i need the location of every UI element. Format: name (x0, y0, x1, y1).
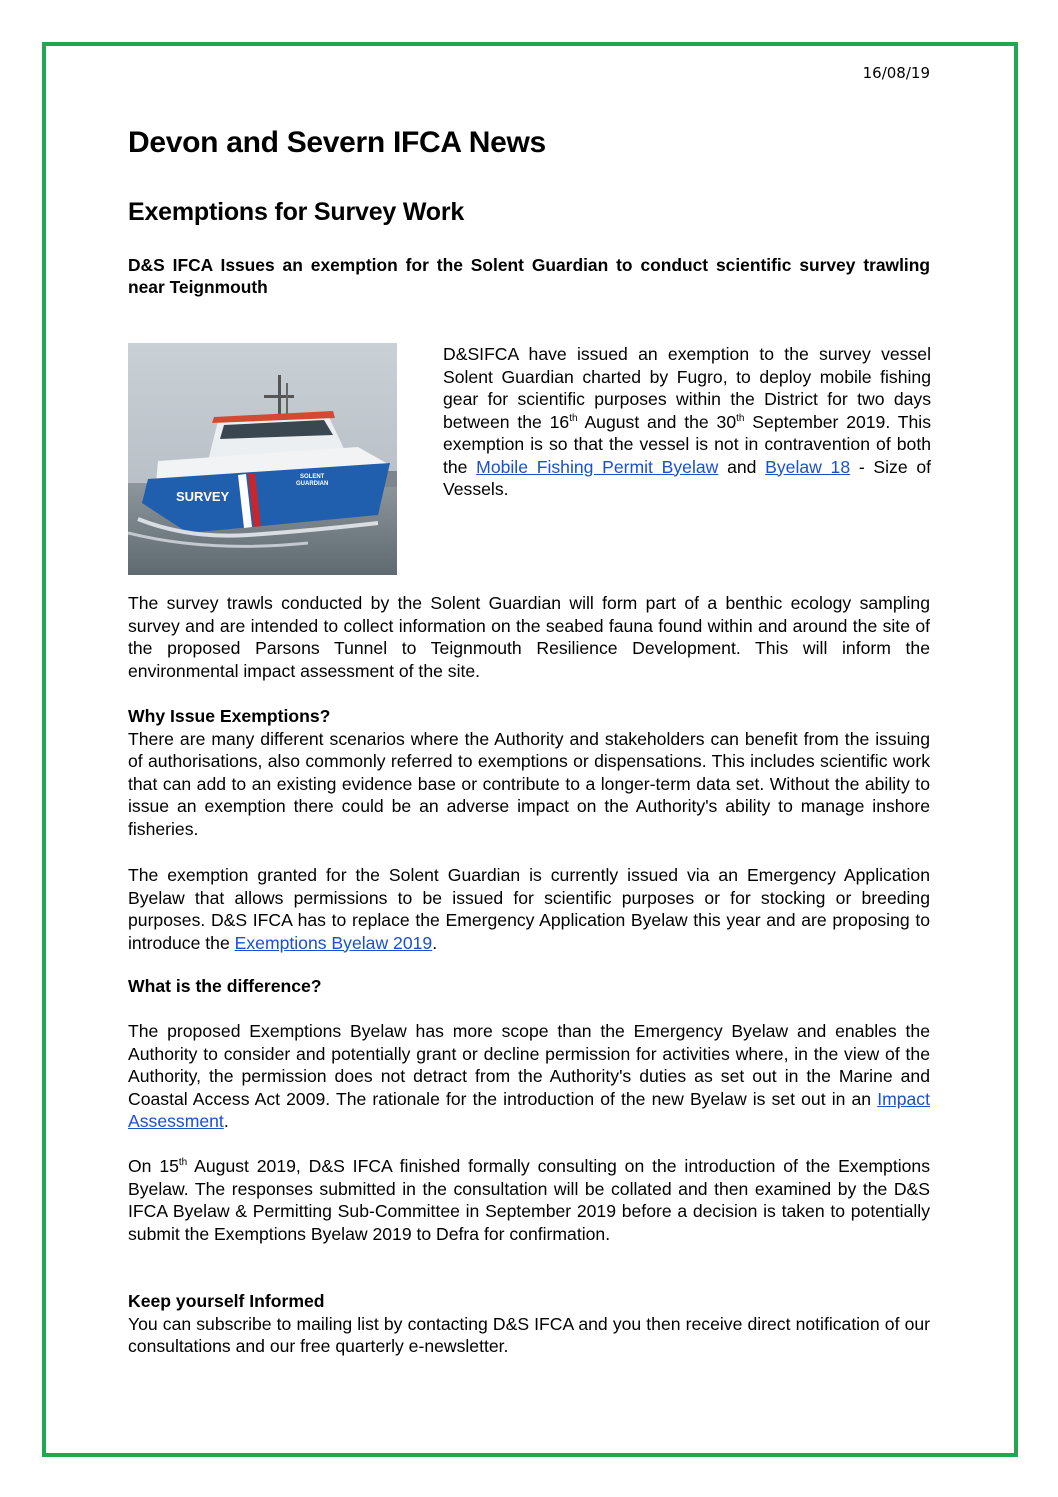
difference-paragraph: The proposed Exemptions Byelaw has more scope than the Emergency Byelaw and enables the Authority to consider and potentially grant or decline permission for activities where, in the view of the Authority, the permission does not detract from the Authority's duties as set out in the Marine and Coastal Access Act 2009. The rationale for the introduction of the new Byelaw is set out in an Impact Assessment. (128, 1021, 930, 1131)
mobile-fishing-permit-byelaw-link[interactable]: Mobile Fishing Permit Byelaw (476, 456, 719, 477)
article-title: Exemptions for Survey Work (128, 198, 465, 226)
byelaw-18-link[interactable]: Byelaw 18 (765, 456, 851, 477)
survey-paragraph: The survey trawls conducted by the Solent Guardian will form part of a benthic ecology sampling survey and are intended to collect information on the seabed fauna found within and around the site of the proposed Parsons Tunnel to Teignmouth Resilience Development. This will inform the environmental impact assessment of the site. (128, 593, 930, 681)
why-heading: Why Issue Exemptions? (128, 706, 331, 726)
intro-paragraph: D&SIFCA have issued an exemption to the survey vessel Solent Guardian charted by Fugro, to deploy mobile fishing gear for scientific purposes within the District for two days between the 16th August and the 30th September 2019. This exemption is so that the vessel is not in contravention of both the Mobile Fishing Permit Byelaw and Byelaw 18 - Size of Vessels. (443, 344, 931, 499)
consultation-paragraph: On 15th August 2019, D&S IFCA finished formally consulting on the introduction of the Exemptions Byelaw. The responses submitted in the consultation will be collated and then examined by the D&S IFCA Byelaw & Permitting Sub-Committee in September 2019 before a decision is taken to potentially submit the Exemptions Byelaw 2019 to Defra for confirmation. (128, 1156, 930, 1244)
vessel-name-text-2: GUARDIAN (296, 481, 329, 487)
publish-date: 16/08/19 (862, 64, 930, 82)
granted-paragraph: The exemption granted for the Solent Guardian is currently issued via an Emergency Application Byelaw that allows permissions to be issued for scientific purposes or for stocking or breeding purposes. D&S IFCA has to replace the Emergency Application Byelaw this year and are proposing to introduce the Exemptions Byelaw 2019. (128, 865, 930, 953)
hull-text: SURVEY (176, 489, 230, 504)
informed-heading: Keep yourself Informed (128, 1291, 325, 1311)
article-lead: D&S IFCA Issues an exemption for the Solent Guardian to conduct scientific survey trawling near Teignmouth (128, 255, 930, 297)
exemptions-byelaw-2019-link[interactable]: Exemptions Byelaw 2019 (234, 932, 433, 953)
why-section (128, 705, 930, 840)
vessel-name-text: SOLENT (300, 474, 325, 480)
page-title: Devon and Severn IFCA News (128, 126, 546, 159)
solent-guardian-illustration (128, 343, 397, 575)
difference-heading: What is the difference? (128, 976, 322, 996)
informed-paragraph: You can subscribe to mailing list by contacting D&S IFCA and you then receive direct notification of our consultations and our free quarterly e-newsletter. (128, 1313, 930, 1356)
vessel-photo (128, 343, 397, 575)
why-paragraph: There are many different scenarios where the Authority and stakeholders can benefit from the issuing of authorisations, also commonly referred to exemptions or dispensations. This includes scientific work that can add to an existing evidence base or contribute to a longer-term data set. Without the ability to issue an exemption there could be an adverse impact on the Authority's ability to manage inshore fisheries. (128, 728, 930, 839)
informed-section (128, 1290, 930, 1358)
impact-assessment-link[interactable]: Impact Assessment (128, 1088, 930, 1131)
